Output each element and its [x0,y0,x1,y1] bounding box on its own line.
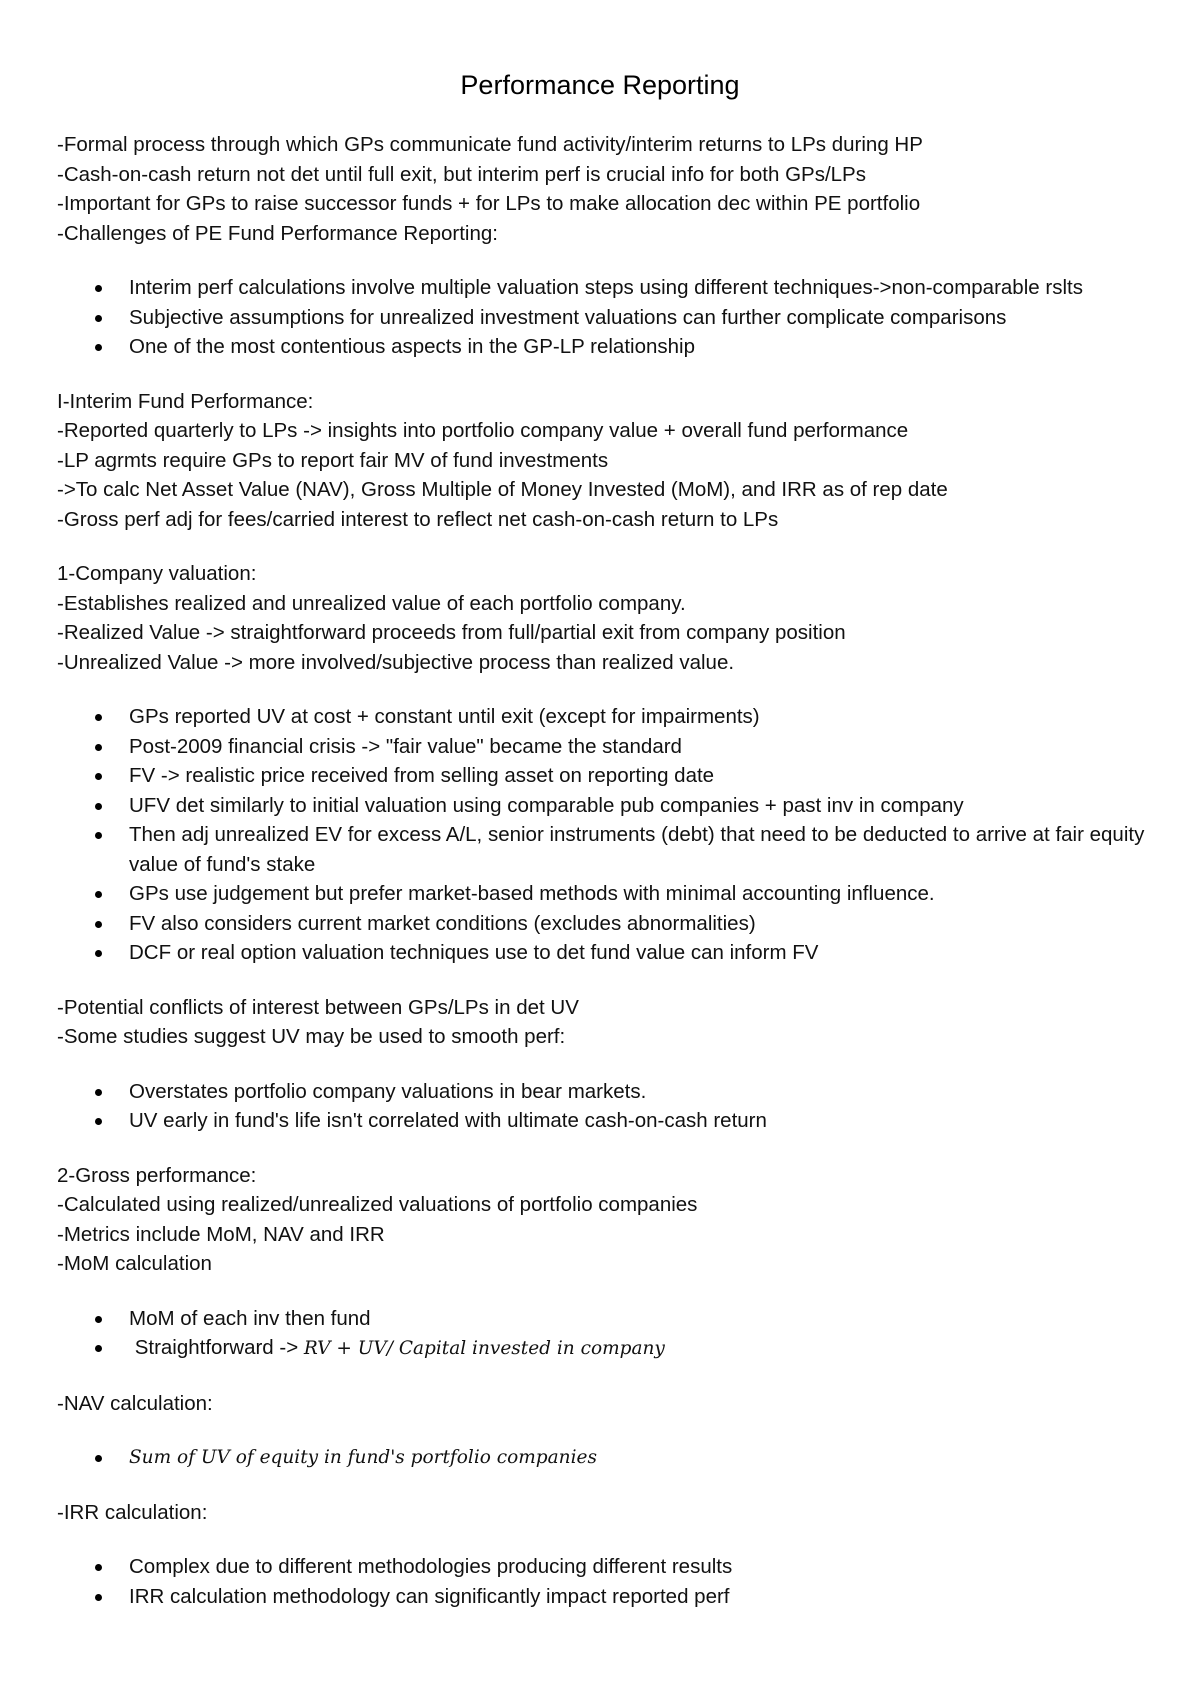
intro-line: -Formal process through which GPs communicate fund activity/interim returns to LPs during HP [57,133,923,156]
valuation-item: Post-2009 financial crisis -> "fair value" became the standard [129,732,1167,762]
gross-line: -Metrics include MoM, NAV and IRR [57,1222,385,1246]
interim-line: ->To calc Net Asset Value (NAV), Gross Multiple of Money Invested (MoM), and IRR as of rep date [57,478,948,501]
irr-heading: -IRR calculation: [57,1500,208,1524]
nav-list [57,1443,1167,1473]
valuation-item: DCF or real option valuation techniques use to det fund value can inform FV [129,938,1167,968]
section-heading: 2-Gross performance: [57,1163,257,1187]
document-body [57,130,1167,1611]
interim-line: -Gross perf adj for fees/carried interest to reflect net cash-on-cash return to LPs [57,507,779,531]
conflict-line: -Potential conflicts of interest between GPs/LPs in det UV [57,995,579,1019]
irr-item: IRR calculation methodology can significantly impact reported perf [129,1582,1167,1612]
gross-line: -Calculated using realized/unrealized valuations of portfolio companies [57,1193,698,1216]
valuation-item: GPs use judgement but prefer market-based methods with minimal accounting influence. [129,879,1167,909]
nav-formula: Sum of UV of equity in fund's portfolio companies [129,1443,1167,1473]
mom-item [129,1333,1167,1364]
section-heading: 1-Company valuation: [57,562,257,585]
intro-line: -Challenges of PE Fund Performance Reporting: [57,221,498,245]
valuation-item: UFV det similarly to initial valuation using comparable pub companies + past inv in company [129,791,1167,821]
nav-heading: -NAV calculation: [57,1391,213,1415]
mom-formula: RV + UV/ Capital invested in company [303,1338,665,1359]
valuation-item: FV -> realistic price received from selling asset on reporting date [129,761,1167,791]
challenges-list [57,273,1167,362]
interim-line: -LP agrmts require GPs to report fair MV of fund investments [57,448,609,472]
valuation-list [57,702,1167,968]
valuation-line: -Establishes realized and unrealized value of each portfolio company. [57,591,686,615]
valuation-item: Then adj unrealized EV for excess A/L, senior instruments (debt) that need to be deducted to arrive at fair equity value of fund's stake [129,820,1179,879]
section-heading: I-Interim Fund Performance: [57,389,314,413]
valuation-item: FV also considers current market conditions (excludes abnormalities) [129,909,1167,939]
conflict-list [57,1077,1167,1136]
irr-item: Complex due to different methodologies producing different results [129,1552,1167,1582]
valuation-item: GPs reported UV at cost + constant until exit (except for impairments) [129,702,1167,732]
intro-line: -Cash-on-cash return not det until full exit, but interim perf is crucial info for both GPs/LPs [57,162,866,186]
gross-line: -MoM calculation [57,1252,212,1275]
mom-item: MoM of each inv then fund [129,1304,1167,1334]
conflict-item: UV early in fund's life isn't correlated with ultimate cash-on-cash return [129,1106,1167,1136]
challenge-item: Interim perf calculations involve multiple valuation steps using different techniques->non-comparable rslts [129,273,1179,303]
intro-line: -Important for GPs to raise successor funds + for LPs to make allocation dec within PE portfolio [57,192,921,215]
challenge-item: Subjective assumptions for unrealized investment valuations can further complicate comparisons [129,303,1167,333]
mom-list [57,1304,1167,1364]
page-title: Performance Reporting [460,70,740,100]
conflict-item: Overstates portfolio company valuations in bear markets. [129,1077,1167,1107]
mom-prefix: Straightforward -> [129,1336,304,1359]
valuation-line: -Unrealized Value -> more involved/subjective process than realized value. [57,650,735,674]
interim-line: -Reported quarterly to LPs -> insights into portfolio company value + overall fund performance [57,419,909,442]
valuation-line: -Realized Value -> straightforward proceeds from full/partial exit from company position [57,621,846,644]
conflict-line: -Some studies suggest UV may be used to smooth perf: [57,1025,566,1048]
challenge-item: One of the most contentious aspects in the GP-LP relationship [129,332,1167,362]
irr-list [57,1552,1167,1611]
